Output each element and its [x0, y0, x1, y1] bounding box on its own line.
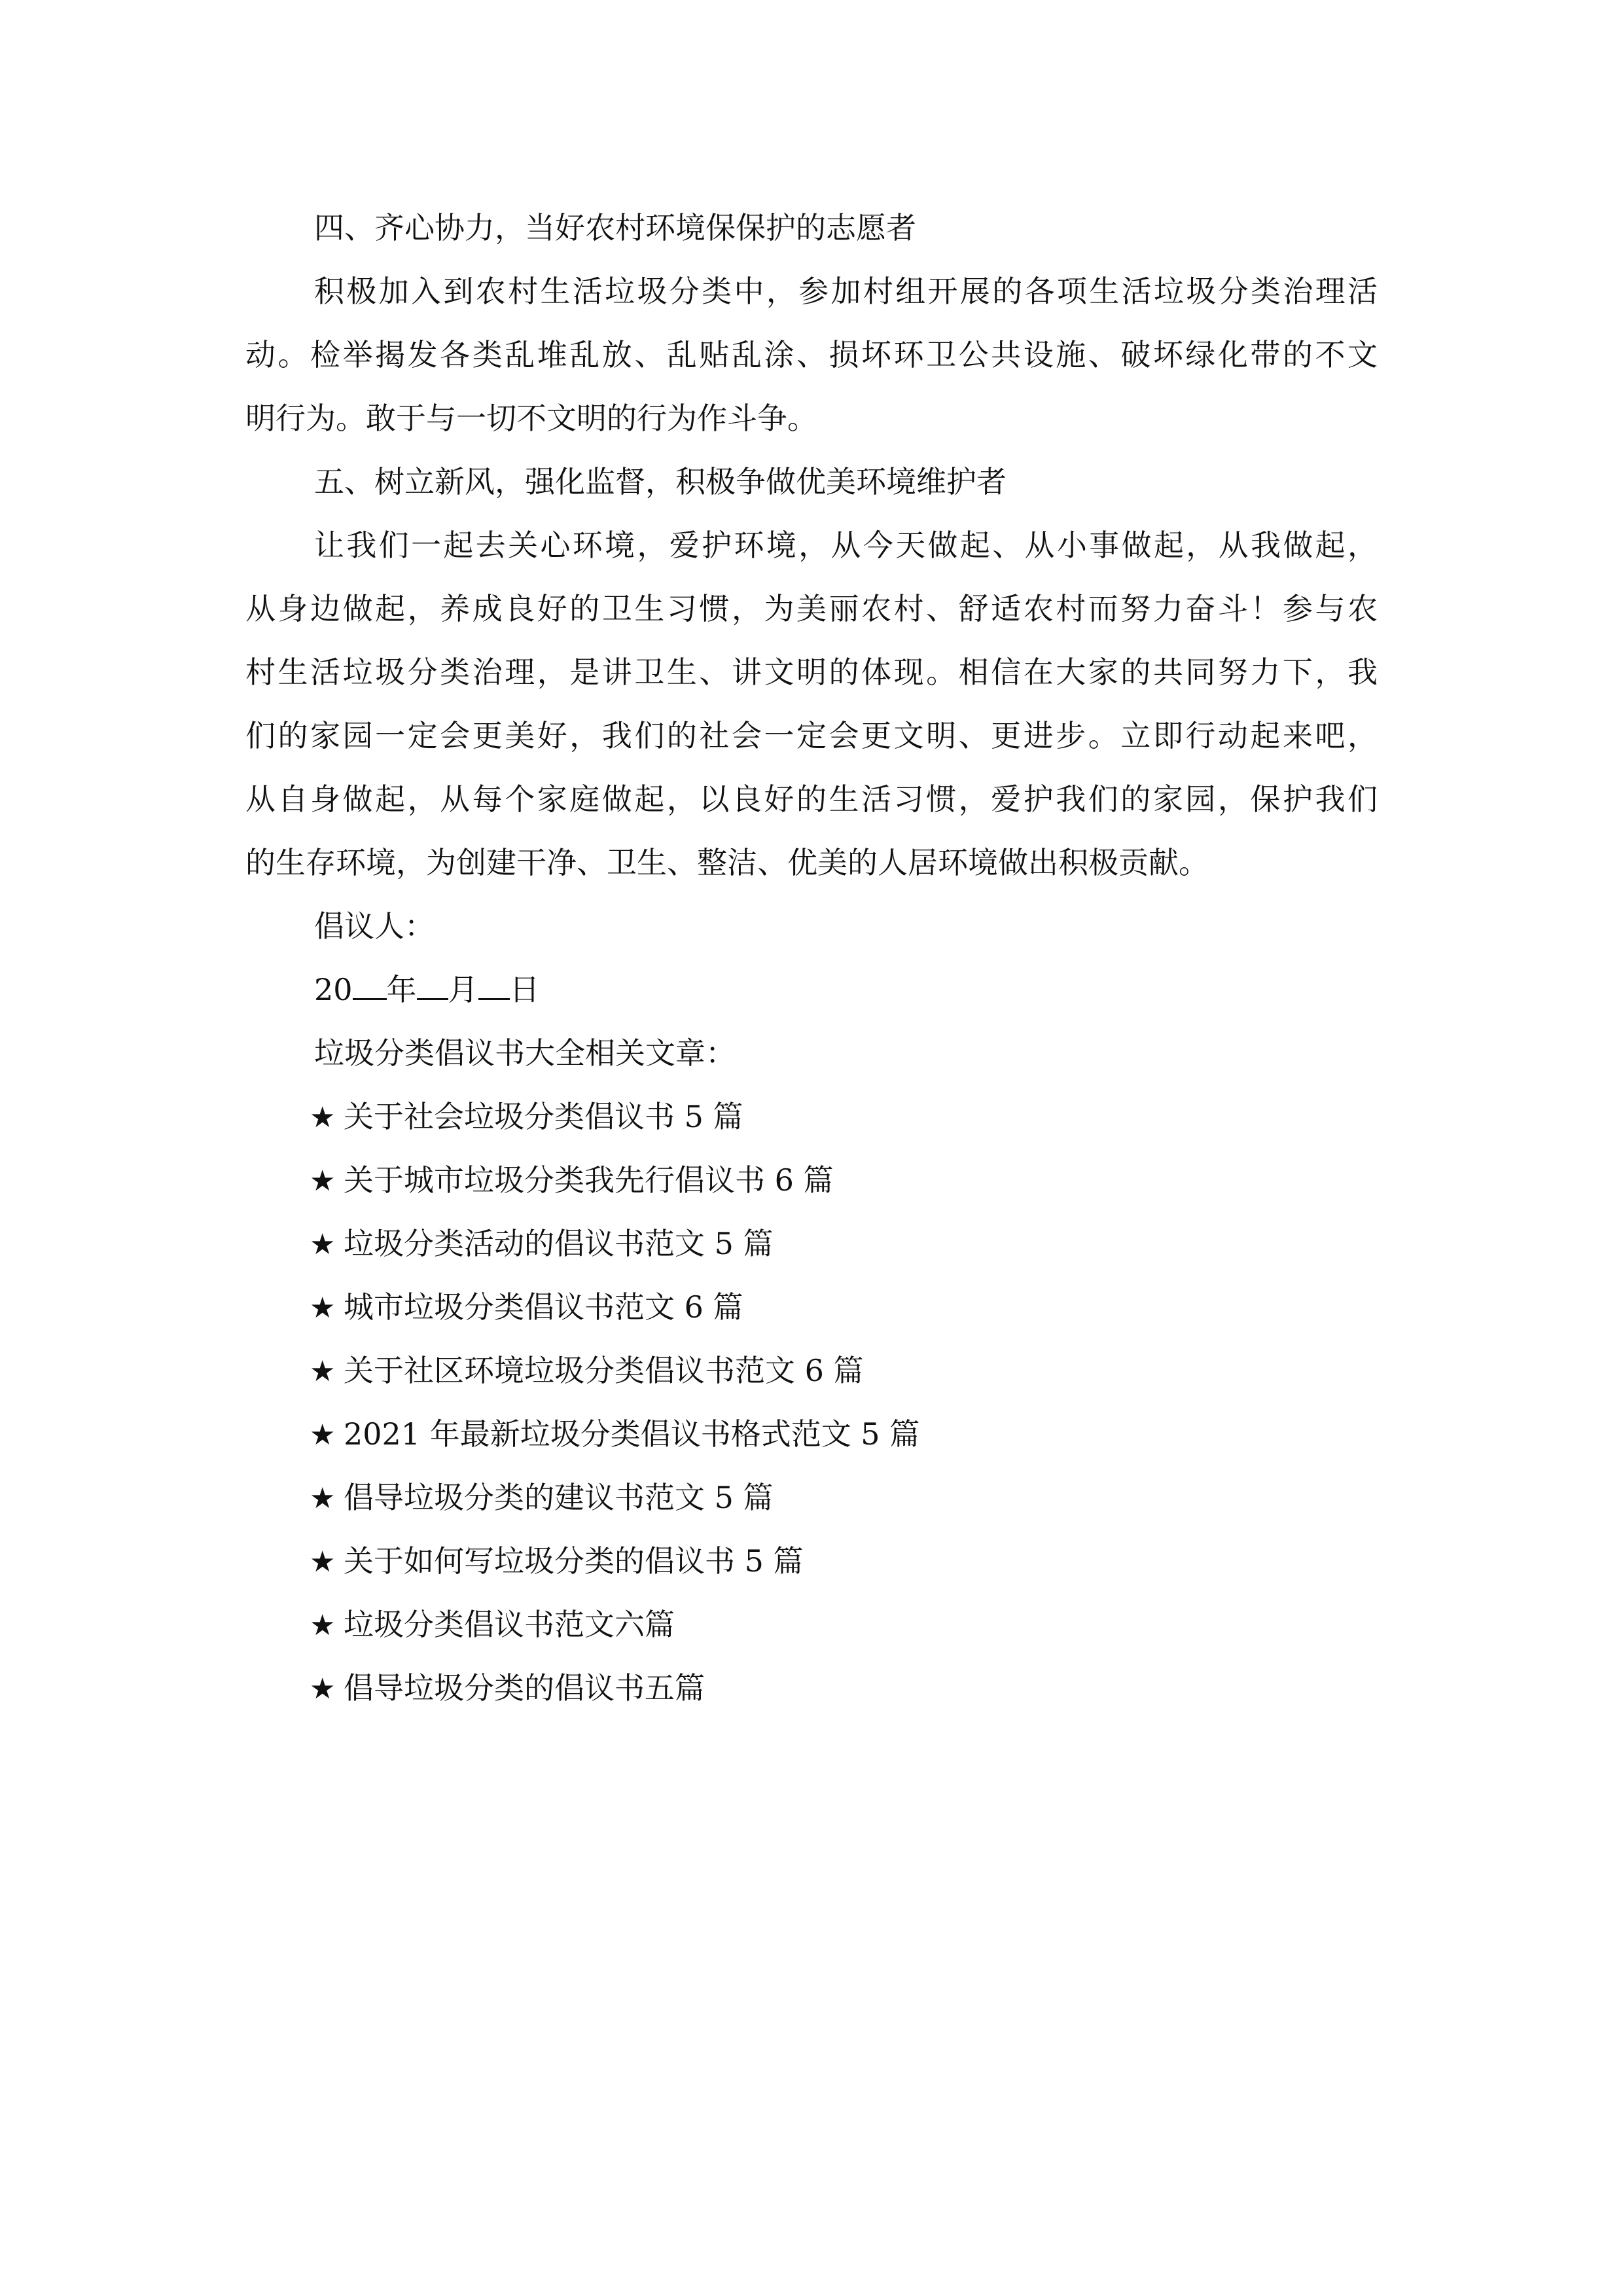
section-4-paragraph-line: 动。检举揭发各类乱堆乱放、乱贴乱涂、损坏环卫公共设施、破坏绿化带的不文 [245, 337, 1378, 372]
section-5-heading: 五、树立新风，强化监督，积极争做优美环境维护者 [314, 464, 1007, 499]
date-month-label: 月 [448, 972, 478, 1007]
date-year-label: 年 [386, 972, 417, 1007]
related-article-title[interactable]: 2021 年最新垃圾分类倡议书格式范文 5 篇 [344, 1416, 920, 1452]
section-4-paragraph-line: 积极加入到农村生活垃圾分类中，参加村组开展的各项生活垃圾分类治理活 [314, 274, 1378, 309]
section-5-paragraph-line: 从自身做起，从每个家庭做起，以良好的生活习惯，爱护我们的家园，保护我们 [245, 781, 1378, 817]
section-5-paragraph-line: 们的家园一定会更美好，我们的社会一定会更文明、更进步。立即行动起来吧， [245, 718, 1378, 753]
date-century: 20 [314, 972, 353, 1007]
related-article-title[interactable]: 倡导垃圾分类的倡议书五篇 [344, 1670, 705, 1706]
section-5-paragraph-line: 的生存环境，为创建干净、卫生、整洁、优美的人居环境做出积极贡献。 [245, 845, 1209, 880]
star-icon: ★ [310, 1164, 336, 1198]
star-icon: ★ [310, 1228, 336, 1261]
date-month-blank [417, 973, 448, 1000]
date-day-label: 日 [509, 972, 540, 1007]
related-article-link[interactable] [245, 1530, 1378, 1593]
related-article-link[interactable] [245, 1149, 1378, 1212]
star-icon: ★ [310, 1418, 336, 1452]
proposer-label: 倡议人： [314, 908, 435, 944]
star-icon: ★ [310, 1101, 336, 1134]
related-articles-heading: 垃圾分类倡议书大全相关文章： [314, 1035, 736, 1071]
related-article-link[interactable] [245, 1276, 1378, 1339]
related-article-link[interactable] [245, 1212, 1378, 1276]
section-4-paragraph-line: 明行为。敢于与一切不文明的行为作斗争。 [245, 401, 817, 436]
related-article-link[interactable] [245, 1339, 1378, 1403]
section-4-heading: 四、齐心协力，当好农村环境保保护的志愿者 [314, 210, 916, 245]
star-icon: ★ [310, 1545, 336, 1579]
document-body [245, 196, 1378, 1720]
related-article-title[interactable]: 垃圾分类倡议书范文六篇 [344, 1607, 675, 1642]
related-article-title[interactable]: 倡导垃圾分类的建议书范文 5 篇 [344, 1480, 774, 1515]
star-icon: ★ [310, 1355, 336, 1388]
related-article-title[interactable]: 关于社会垃圾分类倡议书 5 篇 [344, 1099, 743, 1134]
star-icon: ★ [310, 1672, 336, 1706]
related-article-link[interactable] [245, 1593, 1378, 1657]
related-article-title[interactable]: 关于如何写垃圾分类的倡议书 5 篇 [344, 1543, 804, 1579]
related-article-title[interactable]: 垃圾分类活动的倡议书范文 5 篇 [344, 1226, 774, 1261]
section-5-paragraph-line: 从身边做起，养成良好的卫生习惯，为美丽农村、舒适农村而努力奋斗！参与农 [245, 591, 1378, 626]
related-article-link[interactable] [245, 1085, 1378, 1149]
related-article-link[interactable] [245, 1657, 1378, 1720]
related-article-link[interactable] [245, 1466, 1378, 1530]
star-icon: ★ [310, 1482, 336, 1515]
signature-date [245, 958, 1378, 1022]
star-icon: ★ [310, 1291, 336, 1325]
related-article-title[interactable]: 关于社区环境垃圾分类倡议书范文 6 篇 [344, 1353, 864, 1388]
section-5-paragraph-line: 村生活垃圾分类治理，是讲卫生、讲文明的体现。相信在大家的共同努力下，我 [245, 655, 1378, 690]
related-article-link[interactable] [245, 1403, 1378, 1466]
date-day-blank [478, 973, 510, 1000]
related-article-title[interactable]: 城市垃圾分类倡议书范文 6 篇 [344, 1289, 743, 1325]
star-icon: ★ [310, 1609, 336, 1642]
date-year-blank [353, 973, 387, 1000]
section-5-paragraph-line: 让我们一起去关心环境，爱护环境，从今天做起、从小事做起，从我做起， [314, 528, 1378, 563]
related-article-title[interactable]: 关于城市垃圾分类我先行倡议书 6 篇 [344, 1162, 834, 1198]
